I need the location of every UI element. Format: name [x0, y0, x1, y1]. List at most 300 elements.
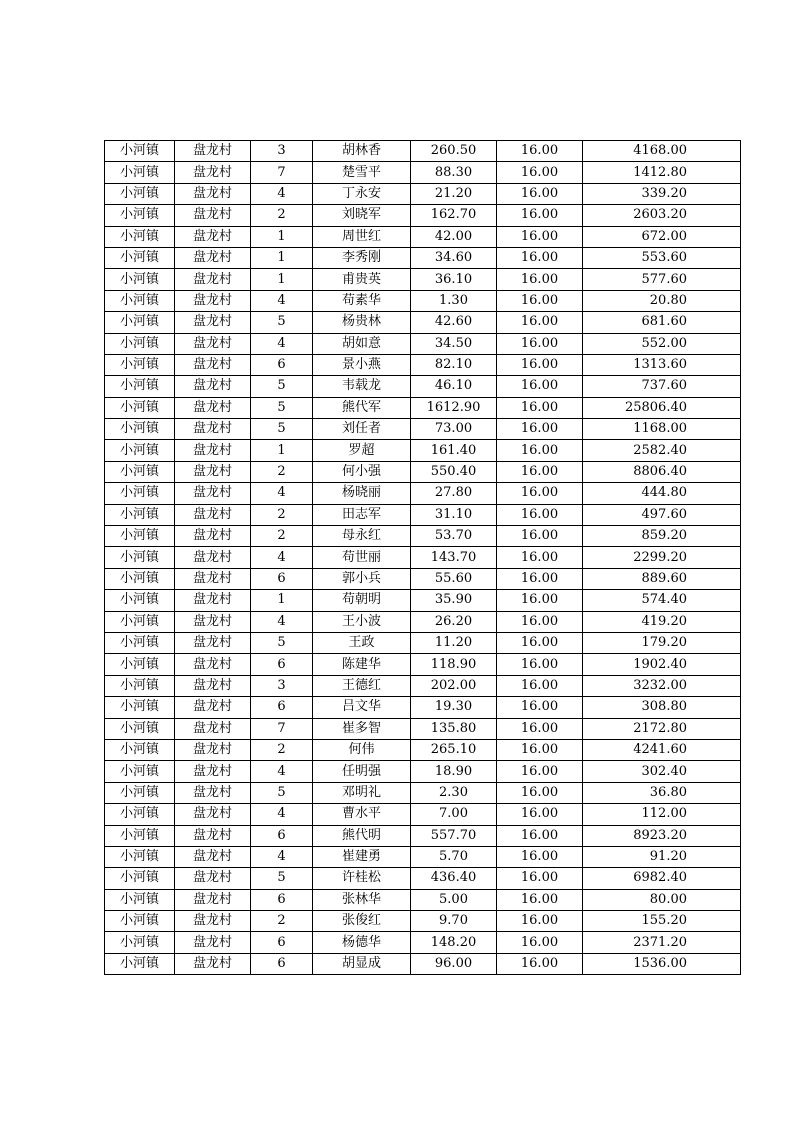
rate-cell: 16.00	[497, 376, 583, 397]
name-cell: 刘任者	[313, 419, 411, 440]
table-row	[105, 697, 741, 718]
group-cell: 4	[251, 761, 313, 782]
amount-cell: 497.60	[583, 504, 741, 525]
name-cell: 周世红	[313, 226, 411, 247]
rate-cell: 16.00	[497, 504, 583, 525]
area-cell: 11.20	[411, 632, 497, 653]
village-cell: 盘龙村	[175, 911, 251, 932]
group-cell: 6	[251, 889, 313, 910]
group-cell: 1	[251, 269, 313, 290]
village-cell: 盘龙村	[175, 889, 251, 910]
group-cell: 6	[251, 654, 313, 675]
town-cell: 小河镇	[105, 675, 175, 696]
rate-cell: 16.00	[497, 932, 583, 953]
name-cell: 田志军	[313, 504, 411, 525]
area-cell: 265.10	[411, 739, 497, 760]
town-cell: 小河镇	[105, 205, 175, 226]
amount-cell: 4241.60	[583, 739, 741, 760]
town-cell: 小河镇	[105, 568, 175, 589]
amount-cell: 6982.40	[583, 868, 741, 889]
village-cell: 盘龙村	[175, 568, 251, 589]
amount-cell: 1168.00	[583, 419, 741, 440]
town-cell: 小河镇	[105, 440, 175, 461]
area-cell: 34.60	[411, 247, 497, 268]
rate-cell: 16.00	[497, 162, 583, 183]
rate-cell: 16.00	[497, 804, 583, 825]
town-cell: 小河镇	[105, 911, 175, 932]
area-cell: 53.70	[411, 526, 497, 547]
table-row	[105, 141, 741, 162]
rate-cell: 16.00	[497, 568, 583, 589]
group-cell: 2	[251, 739, 313, 760]
area-cell: 162.70	[411, 205, 497, 226]
amount-cell: 91.20	[583, 846, 741, 867]
amount-cell: 681.60	[583, 312, 741, 333]
rate-cell: 16.00	[497, 697, 583, 718]
area-cell: 7.00	[411, 804, 497, 825]
table-row	[105, 526, 741, 547]
name-cell: 景小燕	[313, 354, 411, 375]
town-cell: 小河镇	[105, 739, 175, 760]
amount-cell: 179.20	[583, 632, 741, 653]
name-cell: 李秀刚	[313, 247, 411, 268]
group-cell: 4	[251, 547, 313, 568]
village-cell: 盘龙村	[175, 718, 251, 739]
name-cell: 张林华	[313, 889, 411, 910]
amount-cell: 339.20	[583, 183, 741, 204]
town-cell: 小河镇	[105, 846, 175, 867]
rate-cell: 16.00	[497, 547, 583, 568]
group-cell: 5	[251, 782, 313, 803]
group-cell: 5	[251, 868, 313, 889]
area-cell: 34.50	[411, 333, 497, 354]
name-cell: 杨贵林	[313, 312, 411, 333]
group-cell: 3	[251, 141, 313, 162]
table-row	[105, 440, 741, 461]
area-cell: 2.30	[411, 782, 497, 803]
town-cell: 小河镇	[105, 697, 175, 718]
rate-cell: 16.00	[497, 911, 583, 932]
rate-cell: 16.00	[497, 761, 583, 782]
group-cell: 3	[251, 675, 313, 696]
town-cell: 小河镇	[105, 376, 175, 397]
rate-cell: 16.00	[497, 312, 583, 333]
area-cell: 42.00	[411, 226, 497, 247]
group-cell: 1	[251, 226, 313, 247]
town-cell: 小河镇	[105, 354, 175, 375]
name-cell: 楚雪平	[313, 162, 411, 183]
town-cell: 小河镇	[105, 590, 175, 611]
name-cell: 刘晓军	[313, 205, 411, 226]
amount-cell: 1313.60	[583, 354, 741, 375]
town-cell: 小河镇	[105, 761, 175, 782]
group-cell: 4	[251, 183, 313, 204]
amount-cell: 2299.20	[583, 547, 741, 568]
town-cell: 小河镇	[105, 526, 175, 547]
rate-cell: 16.00	[497, 183, 583, 204]
name-cell: 何小强	[313, 461, 411, 482]
rate-cell: 16.00	[497, 868, 583, 889]
town-cell: 小河镇	[105, 868, 175, 889]
group-cell: 6	[251, 953, 313, 974]
name-cell: 胡如意	[313, 333, 411, 354]
area-cell: 436.40	[411, 868, 497, 889]
amount-cell: 308.80	[583, 697, 741, 718]
village-cell: 盘龙村	[175, 312, 251, 333]
village-cell: 盘龙村	[175, 868, 251, 889]
amount-cell: 859.20	[583, 526, 741, 547]
rate-cell: 16.00	[497, 290, 583, 311]
rate-cell: 16.00	[497, 889, 583, 910]
name-cell: 韦载龙	[313, 376, 411, 397]
table-row	[105, 739, 741, 760]
rate-cell: 16.00	[497, 269, 583, 290]
area-cell: 42.60	[411, 312, 497, 333]
village-cell: 盘龙村	[175, 932, 251, 953]
rate-cell: 16.00	[497, 718, 583, 739]
group-cell: 4	[251, 804, 313, 825]
town-cell: 小河镇	[105, 419, 175, 440]
table-row	[105, 675, 741, 696]
town-cell: 小河镇	[105, 247, 175, 268]
table-row	[105, 504, 741, 525]
group-cell: 2	[251, 205, 313, 226]
village-cell: 盘龙村	[175, 761, 251, 782]
area-cell: 135.80	[411, 718, 497, 739]
name-cell: 邓明礼	[313, 782, 411, 803]
area-cell: 36.10	[411, 269, 497, 290]
group-cell: 4	[251, 483, 313, 504]
table-row	[105, 162, 741, 183]
name-cell: 苟素华	[313, 290, 411, 311]
name-cell: 何伟	[313, 739, 411, 760]
group-cell: 4	[251, 290, 313, 311]
group-cell: 6	[251, 568, 313, 589]
area-cell: 82.10	[411, 354, 497, 375]
group-cell: 2	[251, 504, 313, 525]
town-cell: 小河镇	[105, 483, 175, 504]
rate-cell: 16.00	[497, 141, 583, 162]
rate-cell: 16.00	[497, 782, 583, 803]
rate-cell: 16.00	[497, 461, 583, 482]
name-cell: 母永红	[313, 526, 411, 547]
name-cell: 王政	[313, 632, 411, 653]
area-cell: 27.80	[411, 483, 497, 504]
village-cell: 盘龙村	[175, 440, 251, 461]
rate-cell: 16.00	[497, 205, 583, 226]
rate-cell: 16.00	[497, 846, 583, 867]
village-cell: 盘龙村	[175, 162, 251, 183]
town-cell: 小河镇	[105, 226, 175, 247]
area-cell: 26.20	[411, 611, 497, 632]
town-cell: 小河镇	[105, 932, 175, 953]
rate-cell: 16.00	[497, 226, 583, 247]
village-cell: 盘龙村	[175, 333, 251, 354]
name-cell: 崔多智	[313, 718, 411, 739]
table-row	[105, 868, 741, 889]
group-cell: 7	[251, 718, 313, 739]
name-cell: 胡显成	[313, 953, 411, 974]
table-row	[105, 333, 741, 354]
village-cell: 盘龙村	[175, 697, 251, 718]
rate-cell: 16.00	[497, 483, 583, 504]
rate-cell: 16.00	[497, 739, 583, 760]
table-row	[105, 247, 741, 268]
rate-cell: 16.00	[497, 611, 583, 632]
name-cell: 张俊红	[313, 911, 411, 932]
data-table	[104, 140, 741, 975]
village-cell: 盘龙村	[175, 654, 251, 675]
village-cell: 盘龙村	[175, 547, 251, 568]
group-cell: 5	[251, 419, 313, 440]
group-cell: 5	[251, 397, 313, 418]
name-cell: 吕文华	[313, 697, 411, 718]
name-cell: 任明强	[313, 761, 411, 782]
table-row	[105, 911, 741, 932]
amount-cell: 112.00	[583, 804, 741, 825]
town-cell: 小河镇	[105, 804, 175, 825]
table-row	[105, 397, 741, 418]
group-cell: 2	[251, 461, 313, 482]
village-cell: 盘龙村	[175, 290, 251, 311]
town-cell: 小河镇	[105, 162, 175, 183]
amount-cell: 302.40	[583, 761, 741, 782]
area-cell: 1612.90	[411, 397, 497, 418]
name-cell: 熊代军	[313, 397, 411, 418]
town-cell: 小河镇	[105, 312, 175, 333]
amount-cell: 1412.80	[583, 162, 741, 183]
town-cell: 小河镇	[105, 547, 175, 568]
town-cell: 小河镇	[105, 889, 175, 910]
table-row	[105, 183, 741, 204]
rate-cell: 16.00	[497, 354, 583, 375]
amount-cell: 3232.00	[583, 675, 741, 696]
area-cell: 55.60	[411, 568, 497, 589]
group-cell: 7	[251, 162, 313, 183]
table-row	[105, 568, 741, 589]
town-cell: 小河镇	[105, 504, 175, 525]
area-cell: 21.20	[411, 183, 497, 204]
village-cell: 盘龙村	[175, 183, 251, 204]
name-cell: 曹水平	[313, 804, 411, 825]
town-cell: 小河镇	[105, 825, 175, 846]
amount-cell: 1536.00	[583, 953, 741, 974]
amount-cell: 2172.80	[583, 718, 741, 739]
rate-cell: 16.00	[497, 953, 583, 974]
area-cell: 46.10	[411, 376, 497, 397]
amount-cell: 2371.20	[583, 932, 741, 953]
table-row	[105, 376, 741, 397]
town-cell: 小河镇	[105, 654, 175, 675]
table-body	[105, 141, 741, 975]
village-cell: 盘龙村	[175, 419, 251, 440]
area-cell: 143.70	[411, 547, 497, 568]
amount-cell: 8923.20	[583, 825, 741, 846]
table-row	[105, 205, 741, 226]
area-cell: 88.30	[411, 162, 497, 183]
rate-cell: 16.00	[497, 419, 583, 440]
name-cell: 罗超	[313, 440, 411, 461]
amount-cell: 36.80	[583, 782, 741, 803]
table-row	[105, 290, 741, 311]
table-row	[105, 932, 741, 953]
village-cell: 盘龙村	[175, 953, 251, 974]
town-cell: 小河镇	[105, 269, 175, 290]
amount-cell: 8806.40	[583, 461, 741, 482]
group-cell: 2	[251, 911, 313, 932]
group-cell: 1	[251, 247, 313, 268]
area-cell: 118.90	[411, 654, 497, 675]
name-cell: 丁永安	[313, 183, 411, 204]
amount-cell: 1902.40	[583, 654, 741, 675]
town-cell: 小河镇	[105, 611, 175, 632]
village-cell: 盘龙村	[175, 397, 251, 418]
table-row	[105, 761, 741, 782]
rate-cell: 16.00	[497, 654, 583, 675]
table-row	[105, 782, 741, 803]
table-row	[105, 483, 741, 504]
village-cell: 盘龙村	[175, 632, 251, 653]
group-cell: 6	[251, 354, 313, 375]
table-row	[105, 547, 741, 568]
group-cell: 4	[251, 611, 313, 632]
group-cell: 6	[251, 825, 313, 846]
amount-cell: 2582.40	[583, 440, 741, 461]
name-cell: 苟世丽	[313, 547, 411, 568]
table-row	[105, 804, 741, 825]
village-cell: 盘龙村	[175, 247, 251, 268]
area-cell: 18.90	[411, 761, 497, 782]
town-cell: 小河镇	[105, 141, 175, 162]
village-cell: 盘龙村	[175, 269, 251, 290]
village-cell: 盘龙村	[175, 782, 251, 803]
amount-cell: 577.60	[583, 269, 741, 290]
table-row	[105, 825, 741, 846]
rate-cell: 16.00	[497, 397, 583, 418]
village-cell: 盘龙村	[175, 611, 251, 632]
table-row	[105, 312, 741, 333]
name-cell: 许桂松	[313, 868, 411, 889]
group-cell: 5	[251, 632, 313, 653]
table-row	[105, 953, 741, 974]
table-row	[105, 419, 741, 440]
village-cell: 盘龙村	[175, 141, 251, 162]
area-cell: 557.70	[411, 825, 497, 846]
table-row	[105, 269, 741, 290]
rate-cell: 16.00	[497, 632, 583, 653]
village-cell: 盘龙村	[175, 739, 251, 760]
area-cell: 202.00	[411, 675, 497, 696]
amount-cell: 553.60	[583, 247, 741, 268]
group-cell: 6	[251, 697, 313, 718]
village-cell: 盘龙村	[175, 804, 251, 825]
amount-cell: 25806.40	[583, 397, 741, 418]
name-cell: 熊代明	[313, 825, 411, 846]
table-row	[105, 632, 741, 653]
town-cell: 小河镇	[105, 461, 175, 482]
amount-cell: 444.80	[583, 483, 741, 504]
table-row	[105, 889, 741, 910]
name-cell: 王小波	[313, 611, 411, 632]
group-cell: 2	[251, 526, 313, 547]
amount-cell: 4168.00	[583, 141, 741, 162]
name-cell: 郭小兵	[313, 568, 411, 589]
village-cell: 盘龙村	[175, 526, 251, 547]
town-cell: 小河镇	[105, 333, 175, 354]
name-cell: 甫贵英	[313, 269, 411, 290]
area-cell: 161.40	[411, 440, 497, 461]
town-cell: 小河镇	[105, 183, 175, 204]
village-cell: 盘龙村	[175, 483, 251, 504]
town-cell: 小河镇	[105, 632, 175, 653]
village-cell: 盘龙村	[175, 590, 251, 611]
group-cell: 6	[251, 932, 313, 953]
area-cell: 35.90	[411, 590, 497, 611]
group-cell: 1	[251, 440, 313, 461]
rate-cell: 16.00	[497, 825, 583, 846]
table-row	[105, 654, 741, 675]
area-cell: 96.00	[411, 953, 497, 974]
village-cell: 盘龙村	[175, 675, 251, 696]
group-cell: 5	[251, 376, 313, 397]
amount-cell: 155.20	[583, 911, 741, 932]
group-cell: 4	[251, 333, 313, 354]
name-cell: 胡林香	[313, 141, 411, 162]
area-cell: 73.00	[411, 419, 497, 440]
amount-cell: 2603.20	[583, 205, 741, 226]
table-row	[105, 718, 741, 739]
amount-cell: 672.00	[583, 226, 741, 247]
table-row	[105, 611, 741, 632]
rate-cell: 16.00	[497, 526, 583, 547]
village-cell: 盘龙村	[175, 376, 251, 397]
rate-cell: 16.00	[497, 440, 583, 461]
amount-cell: 889.60	[583, 568, 741, 589]
table-row	[105, 846, 741, 867]
area-cell: 5.70	[411, 846, 497, 867]
name-cell: 杨晓丽	[313, 483, 411, 504]
village-cell: 盘龙村	[175, 226, 251, 247]
amount-cell: 552.00	[583, 333, 741, 354]
area-cell: 5.00	[411, 889, 497, 910]
rate-cell: 16.00	[497, 333, 583, 354]
name-cell: 王德红	[313, 675, 411, 696]
table-row	[105, 461, 741, 482]
village-cell: 盘龙村	[175, 461, 251, 482]
amount-cell: 419.20	[583, 611, 741, 632]
town-cell: 小河镇	[105, 953, 175, 974]
town-cell: 小河镇	[105, 290, 175, 311]
area-cell: 19.30	[411, 697, 497, 718]
amount-cell: 80.00	[583, 889, 741, 910]
table-row	[105, 590, 741, 611]
rate-cell: 16.00	[497, 675, 583, 696]
group-cell: 1	[251, 590, 313, 611]
area-cell: 9.70	[411, 911, 497, 932]
table-row	[105, 226, 741, 247]
village-cell: 盘龙村	[175, 825, 251, 846]
town-cell: 小河镇	[105, 718, 175, 739]
area-cell: 1.30	[411, 290, 497, 311]
rate-cell: 16.00	[497, 590, 583, 611]
name-cell: 崔建勇	[313, 846, 411, 867]
village-cell: 盘龙村	[175, 205, 251, 226]
amount-cell: 737.60	[583, 376, 741, 397]
table-row	[105, 354, 741, 375]
town-cell: 小河镇	[105, 397, 175, 418]
area-cell: 31.10	[411, 504, 497, 525]
area-cell: 550.40	[411, 461, 497, 482]
